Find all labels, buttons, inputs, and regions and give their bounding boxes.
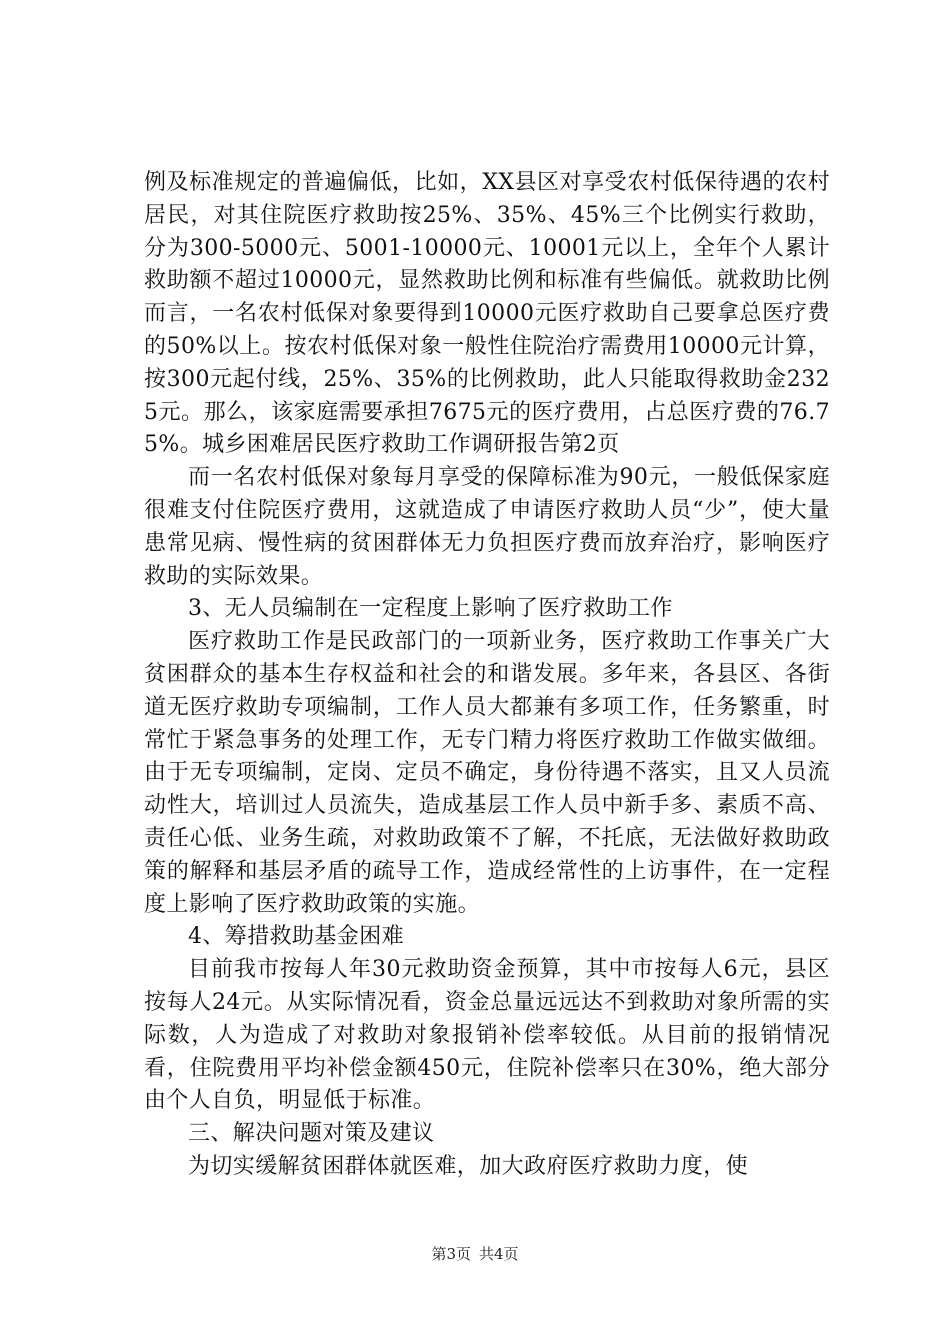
paragraph-staffing: 医疗救助工作是民政部门的一项新业务，医疗救助工作事关广大贫困群众的基本生存权益和社会的和谐发展。多年来，各县区、各街道无医疗救助专项编制，工作人员大都兼有多项工作，任务繁重，时常忙于紧急事务的处理工作，无专门精力将医疗救助工作做实做细。由于无专项编制，定岗、定员不确定，身份待遇不落实，且又人员流动性大，培训过人员流失，造成基层工作人员中新手多、素质不高、责任心低、业务生疏，对救助政策不了解，不托底，无法做好救助政策的解释和基层矛盾的疏导工作，造成经常性的上访事件，在一定程度上影响了医疗救助政策的实施。 [144,629,830,917]
document-body [144,167,830,1184]
paragraph-low-income-burden: 而一名农村低保对象每月享受的保障标准为90元，一般低保家庭很难支付住院医疗费用，这就造成了申请医疗救助人员“少”，使大量患常见病、慢性病的贫困群体无力负担医疗费而放弃治疗，影响医疗救助的实际效果。 [144,465,830,589]
paragraph-continued: 例及标准规定的普遍偏低，比如，XX县区对享受农村低保待遇的农村居民，对其住院医疗救助按25%、35%、45%三个比例实行救助，分为300-5000元、5001-10000元、10001元以上，全年个人累计救助额不超过10000元，显然救助比例和标准有些偏低。就救助比例而言，一名农村低保对象要得到10000元医疗救助自己要拿总医疗费的50%以上。按农村低保对象一般性住院治疗需费用10000元计算，按300元起付线，25%、35%的比例救助，此人只能取得救助金2325元。那么，该家庭需要承担7675元的医疗费用，占总医疗费的76.75%。城乡困难居民医疗救助工作调研报告第2页 [144,170,830,458]
section-heading-staffing: 3、无人员编制在一定程度上影响了医疗救助工作 [188,596,673,622]
paragraph-solutions-start: 为切实缓解贫困群体就医难，加大政府医疗救助力度，使 [188,1153,749,1179]
page-total: 共4页 [479,1245,519,1263]
page-footer [0,1244,950,1264]
page-number: 第3页 [431,1245,471,1263]
section-heading-solutions: 三、解决问题对策及建议 [188,1121,435,1147]
paragraph-funding: 目前我市按每人年30元救助资金预算，其中市按每人6元，县区按每人24元。从实际情况看，资金总量远远达不到救助对象所需的实际数，人为造成了对救助对象报销补偿率较低。从目前的报销情况看，住院费用平均补偿金额450元，住院补偿率只在30%，绝大部分由个人自负，明显低于标准。 [144,957,830,1114]
section-heading-funding: 4、筹措救助基金困难 [188,924,404,950]
